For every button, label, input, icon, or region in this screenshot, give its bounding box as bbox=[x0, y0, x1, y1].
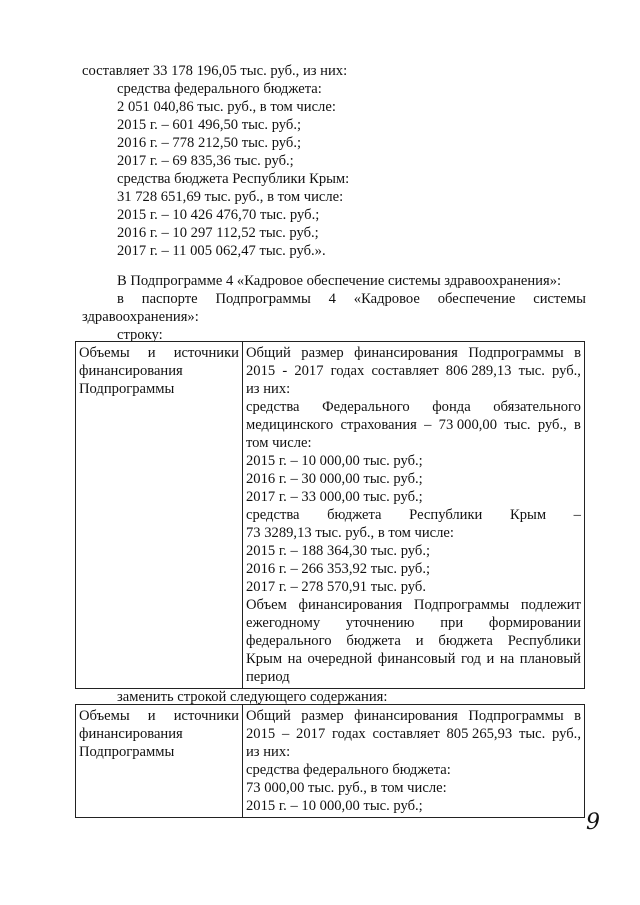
subprogram-heading: В Подпрограмме 4 «Кадровое обеспечение системы здравоохранения»: bbox=[117, 273, 562, 289]
right-cell-line: том числе: bbox=[246, 435, 312, 451]
word: – bbox=[573, 507, 581, 523]
right-cell-line: 73 000,00 тыс. руб., в том числе: bbox=[246, 780, 447, 796]
passport-word: Подпрограммы bbox=[215, 291, 311, 307]
crimea-budget-label: средства бюджета Республики Крым: bbox=[117, 171, 350, 187]
passport-word: в bbox=[117, 291, 124, 307]
word: финансовый bbox=[377, 651, 456, 667]
word: бюджета bbox=[327, 507, 382, 523]
crimea-budget-2017: 2017 г. – 11 005 062,47 тыс. руб.». bbox=[117, 243, 326, 259]
word: в bbox=[574, 417, 581, 433]
word: подлежит bbox=[520, 597, 581, 613]
left-cell-line: Подпрограммы bbox=[79, 381, 175, 397]
passport-line bbox=[117, 290, 586, 308]
right-cell-line: средства федерального бюджета: bbox=[246, 762, 451, 778]
right-cell-line bbox=[246, 725, 581, 743]
word: средства bbox=[246, 507, 300, 523]
passport-word: 4 bbox=[328, 291, 336, 307]
right-cell-line bbox=[246, 614, 581, 632]
word: финансирования bbox=[354, 345, 458, 361]
right-cell-line: 73 3289,13 тыс. руб., в том числе: bbox=[246, 525, 454, 541]
right-cell-line: 2016 г. – 30 000,00 тыс. руб.; bbox=[246, 471, 423, 487]
word: руб., bbox=[552, 726, 581, 742]
word: Подпрограммы bbox=[413, 597, 510, 613]
right-cell-line bbox=[246, 362, 581, 380]
word: Федерального bbox=[322, 399, 410, 415]
right-cell-line: 2016 г. – 266 353,92 тыс. руб.; bbox=[246, 561, 431, 577]
word: размер bbox=[301, 708, 344, 724]
word: 2015 bbox=[246, 363, 276, 379]
right-cell-line: период bbox=[246, 669, 290, 685]
federal-budget-2017: 2017 г. – 69 835,36 тыс. руб.; bbox=[117, 153, 294, 169]
replace-label: заменить строкой следующего содержания: bbox=[117, 689, 388, 705]
right-cell-line bbox=[246, 632, 581, 650]
word: Объемы bbox=[79, 345, 130, 361]
word: Подпрограммы bbox=[468, 345, 564, 361]
word: и bbox=[147, 708, 156, 724]
word: – bbox=[281, 726, 290, 742]
word: ежегодному bbox=[246, 615, 321, 631]
word: плановый bbox=[519, 651, 581, 667]
right-cell-line: 2015 г. – 10 000,00 тыс. руб.; bbox=[246, 453, 423, 469]
passport-word: системы bbox=[533, 291, 586, 307]
right-cell-line: 2017 г. – 33 000,00 тыс. руб.; bbox=[246, 489, 423, 505]
word: финансирования bbox=[354, 708, 458, 724]
word: бюджета bbox=[438, 633, 493, 649]
word: руб., bbox=[537, 417, 567, 433]
word: – bbox=[424, 417, 432, 433]
right-cell-line: 2015 г. – 10 000,00 тыс. руб.; bbox=[246, 798, 423, 814]
crimea-budget-2015: 2015 г. – 10 426 476,70 тыс. руб.; bbox=[117, 207, 320, 223]
word: федерального bbox=[246, 633, 332, 649]
word: 806 289,13 bbox=[445, 363, 512, 379]
word: в bbox=[574, 708, 581, 724]
right-cell-line bbox=[246, 344, 581, 362]
word: тыс. bbox=[518, 363, 545, 379]
word: средства bbox=[246, 399, 300, 415]
word: Общий bbox=[246, 708, 291, 724]
word: финансирования bbox=[298, 597, 403, 613]
financing-table-old bbox=[75, 341, 585, 689]
word: год bbox=[461, 651, 481, 667]
word: годах bbox=[330, 363, 365, 379]
word: формировании bbox=[488, 615, 581, 631]
word: и bbox=[147, 345, 156, 361]
federal-budget-total: 2 051 040,86 тыс. руб., в том числе: bbox=[117, 99, 336, 115]
word: на bbox=[287, 651, 302, 667]
word: - bbox=[282, 363, 288, 379]
right-cell-line bbox=[246, 416, 581, 434]
federal-budget-2016: 2016 г. – 778 212,50 тыс. руб.; bbox=[117, 135, 302, 151]
page-number: 9 bbox=[586, 810, 600, 835]
table-row bbox=[76, 342, 585, 689]
table-cell-right bbox=[243, 342, 585, 689]
word: медицинского bbox=[246, 417, 334, 433]
table-cell-right bbox=[243, 705, 585, 818]
word: 2017 bbox=[296, 726, 326, 742]
word: в bbox=[574, 345, 581, 361]
word: составляет bbox=[372, 726, 440, 742]
word: очередной bbox=[307, 651, 373, 667]
right-cell-line bbox=[246, 707, 581, 725]
federal-budget-2015: 2015 г. – 601 496,50 тыс. руб.; bbox=[117, 117, 302, 133]
word: 2017 bbox=[294, 363, 324, 379]
crimea-budget-2016: 2016 г. – 10 297 112,52 тыс. руб.; bbox=[117, 225, 319, 241]
word: бюджета bbox=[346, 633, 401, 649]
table-cell-left bbox=[76, 705, 243, 818]
word: Объем bbox=[246, 597, 287, 613]
word: Подпрограммы bbox=[468, 708, 564, 724]
left-cell-line bbox=[79, 707, 239, 725]
right-cell-line bbox=[246, 398, 581, 416]
word: и bbox=[486, 651, 495, 667]
word: Крым bbox=[509, 507, 547, 523]
passport-line-continued: здравоохранения»: bbox=[82, 309, 199, 325]
word: размер bbox=[301, 345, 344, 361]
word: Общий bbox=[246, 345, 291, 361]
row-label: строку: bbox=[117, 327, 163, 343]
left-cell-line: Подпрограммы bbox=[79, 744, 175, 760]
passport-word: паспорте bbox=[141, 291, 198, 307]
word: тыс. bbox=[504, 417, 531, 433]
word: и bbox=[415, 633, 424, 649]
word: Республики bbox=[409, 507, 483, 523]
right-cell-line bbox=[246, 506, 581, 524]
financing-table-new bbox=[75, 704, 585, 818]
word: 805 265,93 bbox=[446, 726, 513, 742]
right-cell-line: 2015 г. – 188 364,30 тыс. руб.; bbox=[246, 543, 431, 559]
right-cell-line bbox=[246, 596, 581, 614]
word: источники bbox=[173, 708, 239, 724]
right-cell-line bbox=[246, 650, 581, 668]
left-cell-line: финансирования bbox=[79, 726, 183, 742]
table-row bbox=[76, 705, 585, 818]
passport-word: обеспечение bbox=[437, 291, 516, 307]
table-cell-left bbox=[76, 342, 243, 689]
word: руб., bbox=[552, 363, 581, 379]
word: Республики bbox=[507, 633, 581, 649]
word: страхования bbox=[340, 417, 417, 433]
passport-word: «Кадровое bbox=[353, 291, 420, 307]
crimea-budget-total: 31 728 651,69 тыс. руб., в том числе: bbox=[117, 189, 344, 205]
word: источники bbox=[173, 345, 239, 361]
word: обязательного bbox=[493, 399, 581, 415]
word: на bbox=[499, 651, 515, 667]
right-cell-line: из них: bbox=[246, 381, 291, 397]
federal-budget-label: средства федерального бюджета: bbox=[117, 81, 322, 97]
right-cell-line: 2017 г. – 278 570,91 тыс. руб. bbox=[246, 579, 426, 595]
word: составляет bbox=[371, 363, 439, 379]
left-cell-line: финансирования bbox=[79, 363, 183, 379]
word: фонда bbox=[432, 399, 471, 415]
word: 2015 bbox=[246, 726, 276, 742]
left-cell-line bbox=[79, 344, 239, 362]
word: тыс. bbox=[518, 726, 546, 742]
right-cell-line: из них: bbox=[246, 744, 291, 760]
word: уточнению bbox=[345, 615, 415, 631]
word: годах bbox=[332, 726, 366, 742]
word: Крым bbox=[246, 651, 283, 667]
intro-line: составляет 33 178 196,05 тыс. руб., из них: bbox=[82, 63, 348, 79]
word: Объемы bbox=[79, 708, 130, 724]
word: 73 000,00 bbox=[438, 417, 498, 433]
word: при bbox=[440, 615, 464, 631]
